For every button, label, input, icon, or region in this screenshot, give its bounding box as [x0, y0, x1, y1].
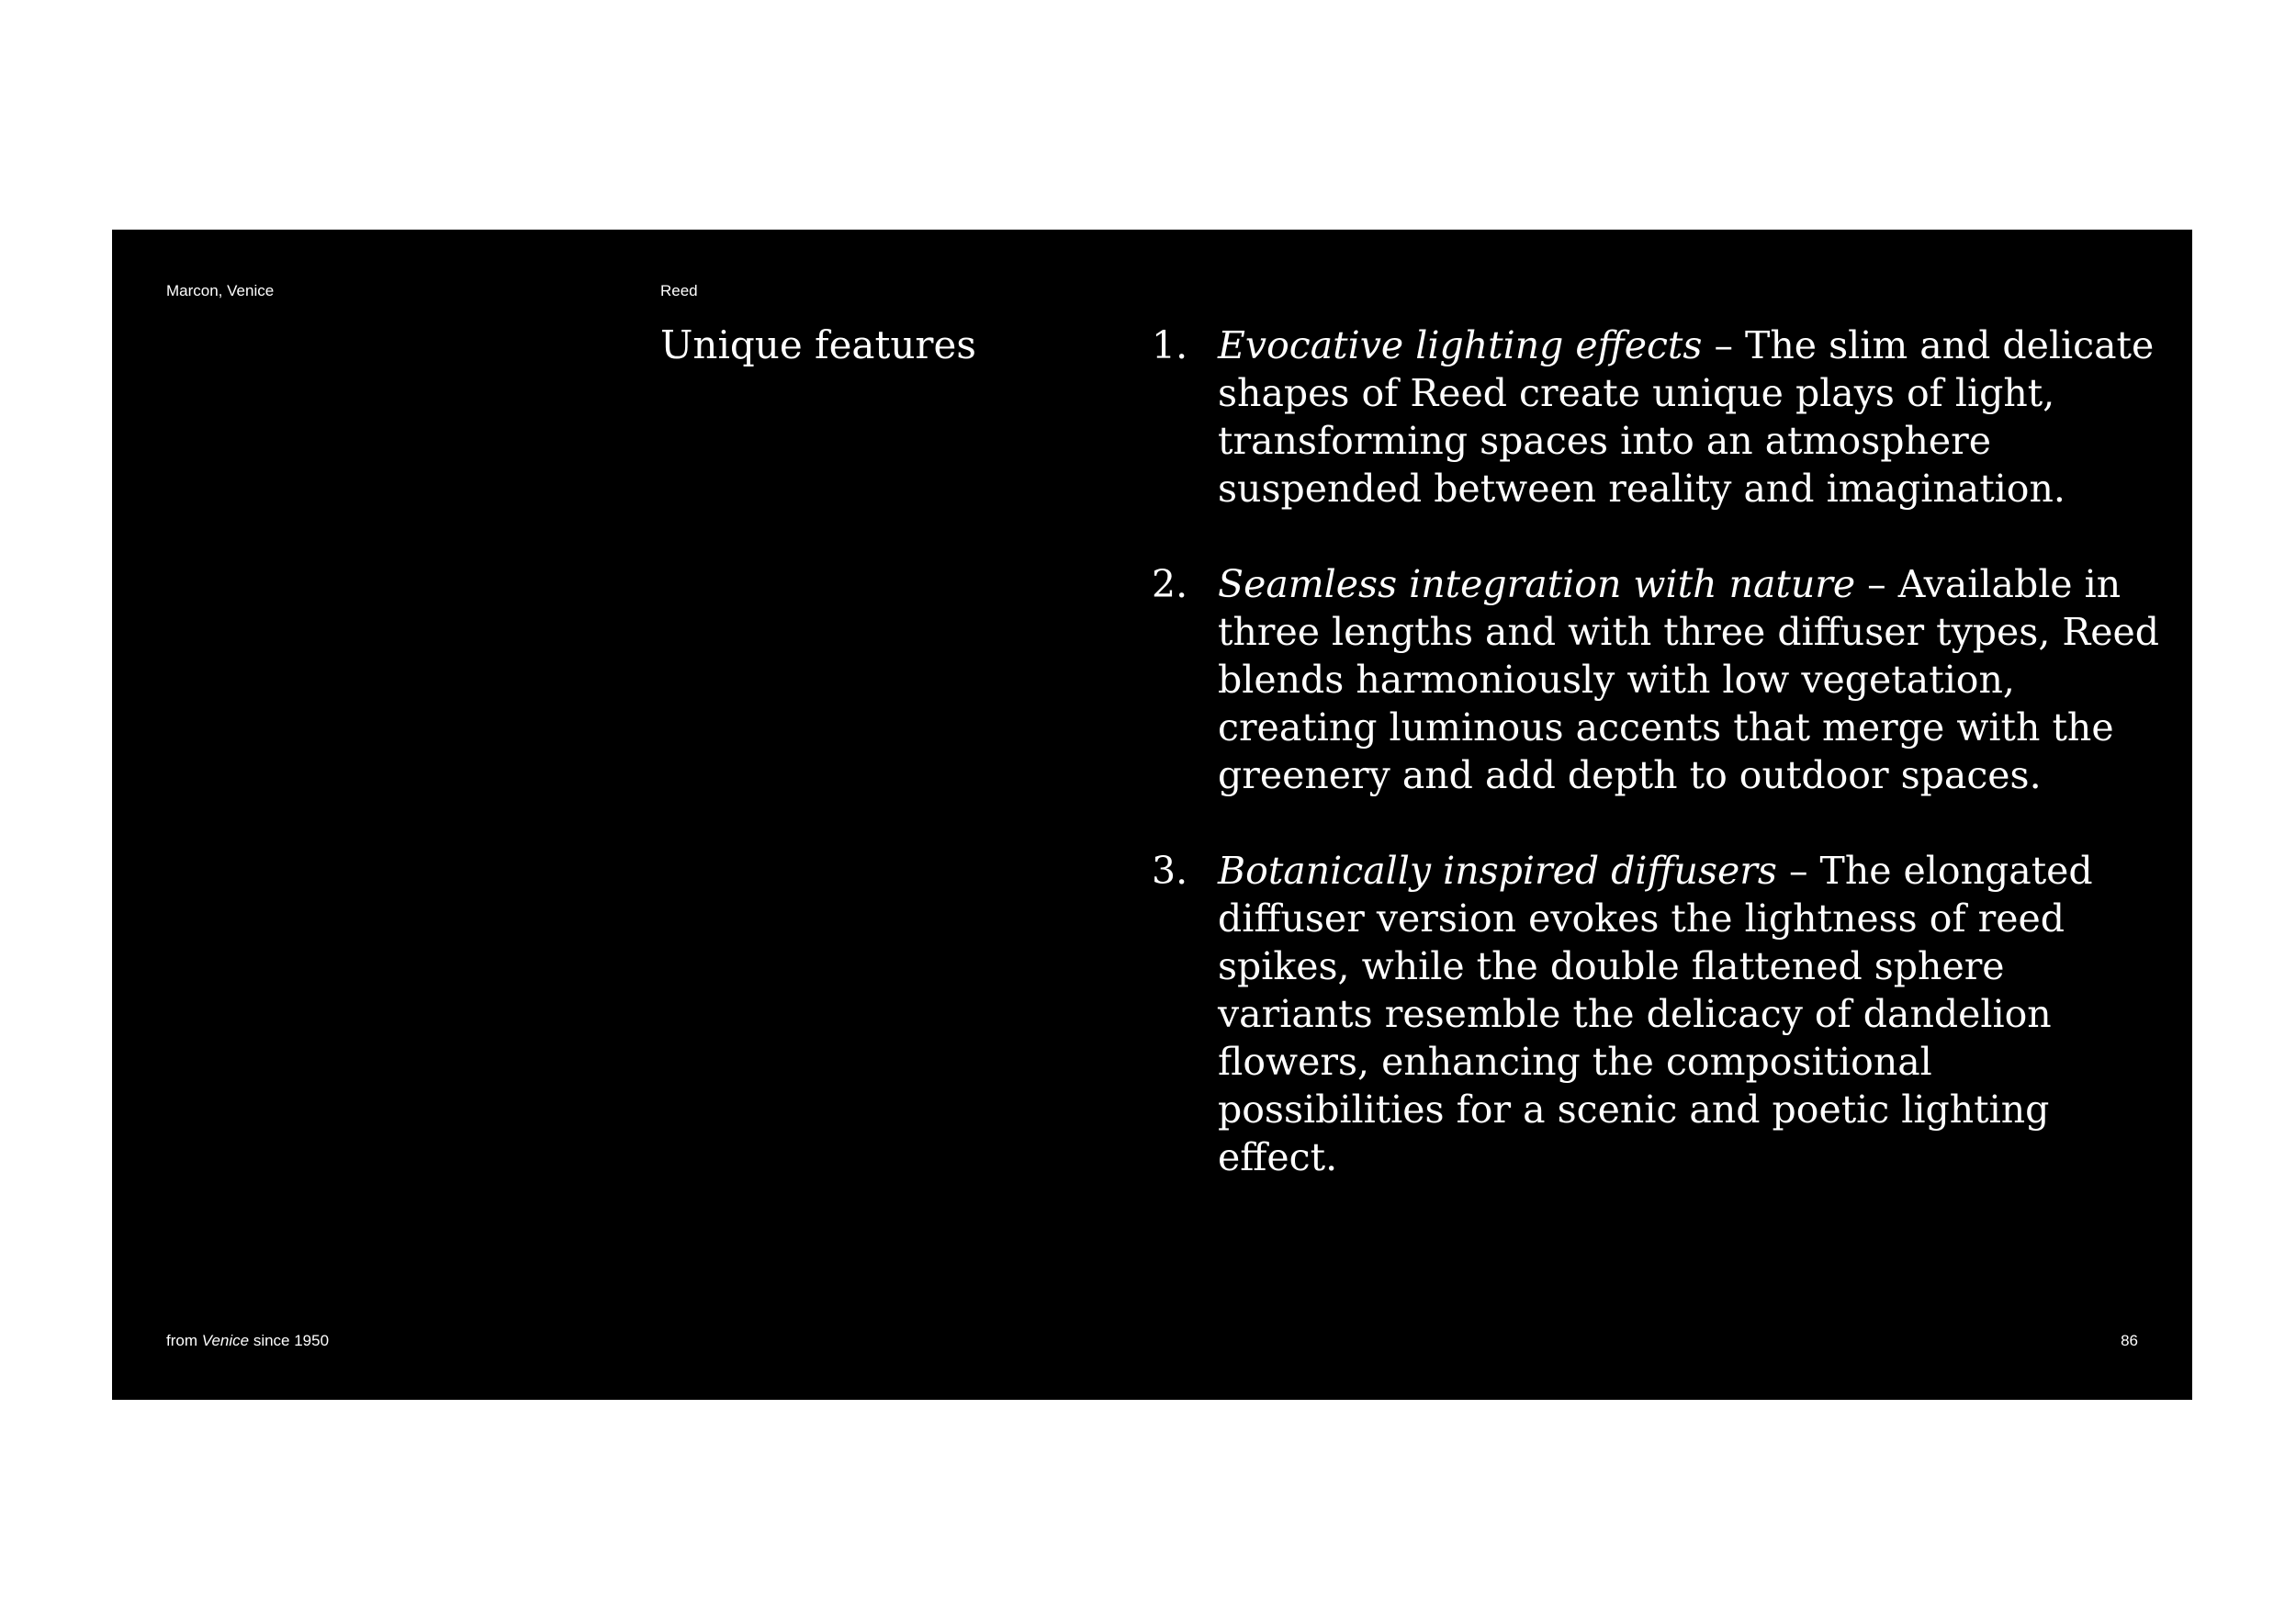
feature-name: Botanically inspired diffusers [1218, 849, 1777, 893]
page-panel [112, 230, 2192, 1400]
feature-separator: – [1855, 562, 1898, 606]
feature-name: Seamless integration with nature [1218, 562, 1856, 606]
product-label: Reed [660, 282, 698, 299]
section-title: Unique features [660, 322, 976, 367]
footer-suffix: since 1950 [249, 1332, 330, 1349]
feature-text: The slim and delicate shapes of Reed create unique plays of light, transforming spaces into an atmosphere suspended between reality and imagination. [1218, 323, 2155, 511]
feature-text: Available in three lengths and with three diffuser types, Reed blends harmoniously with low vegetation, creating luminous accents that merge with the greenery and add depth to outdoor spaces. [1218, 562, 2160, 797]
footer-tagline [166, 1332, 329, 1350]
brand-label: Marcon, Venice [166, 282, 275, 299]
feature-separator: – [1776, 849, 1820, 893]
feature-item-1 [1152, 321, 2162, 513]
feature-separator: – [1702, 323, 1746, 367]
feature-item-2 [1152, 560, 2162, 799]
feature-number: 1. [1152, 323, 1188, 367]
feature-list [1152, 321, 2162, 1229]
feature-text: The elongated diffuser version evokes the lightness of reed spikes, while the double flattened sphere variants resemble the delicacy of dandelion flowers, enhancing the compositional possibilities for a scenic and poetic lighting effect. [1218, 849, 2093, 1179]
page-number: 86 [2121, 1332, 2138, 1349]
footer-prefix: from [166, 1332, 202, 1349]
feature-number: 2. [1152, 562, 1188, 606]
footer-city: Venice [201, 1332, 250, 1349]
feature-item-3 [1152, 847, 2162, 1181]
feature-name: Evocative lighting effects [1218, 323, 1703, 367]
feature-number: 3. [1152, 849, 1188, 893]
